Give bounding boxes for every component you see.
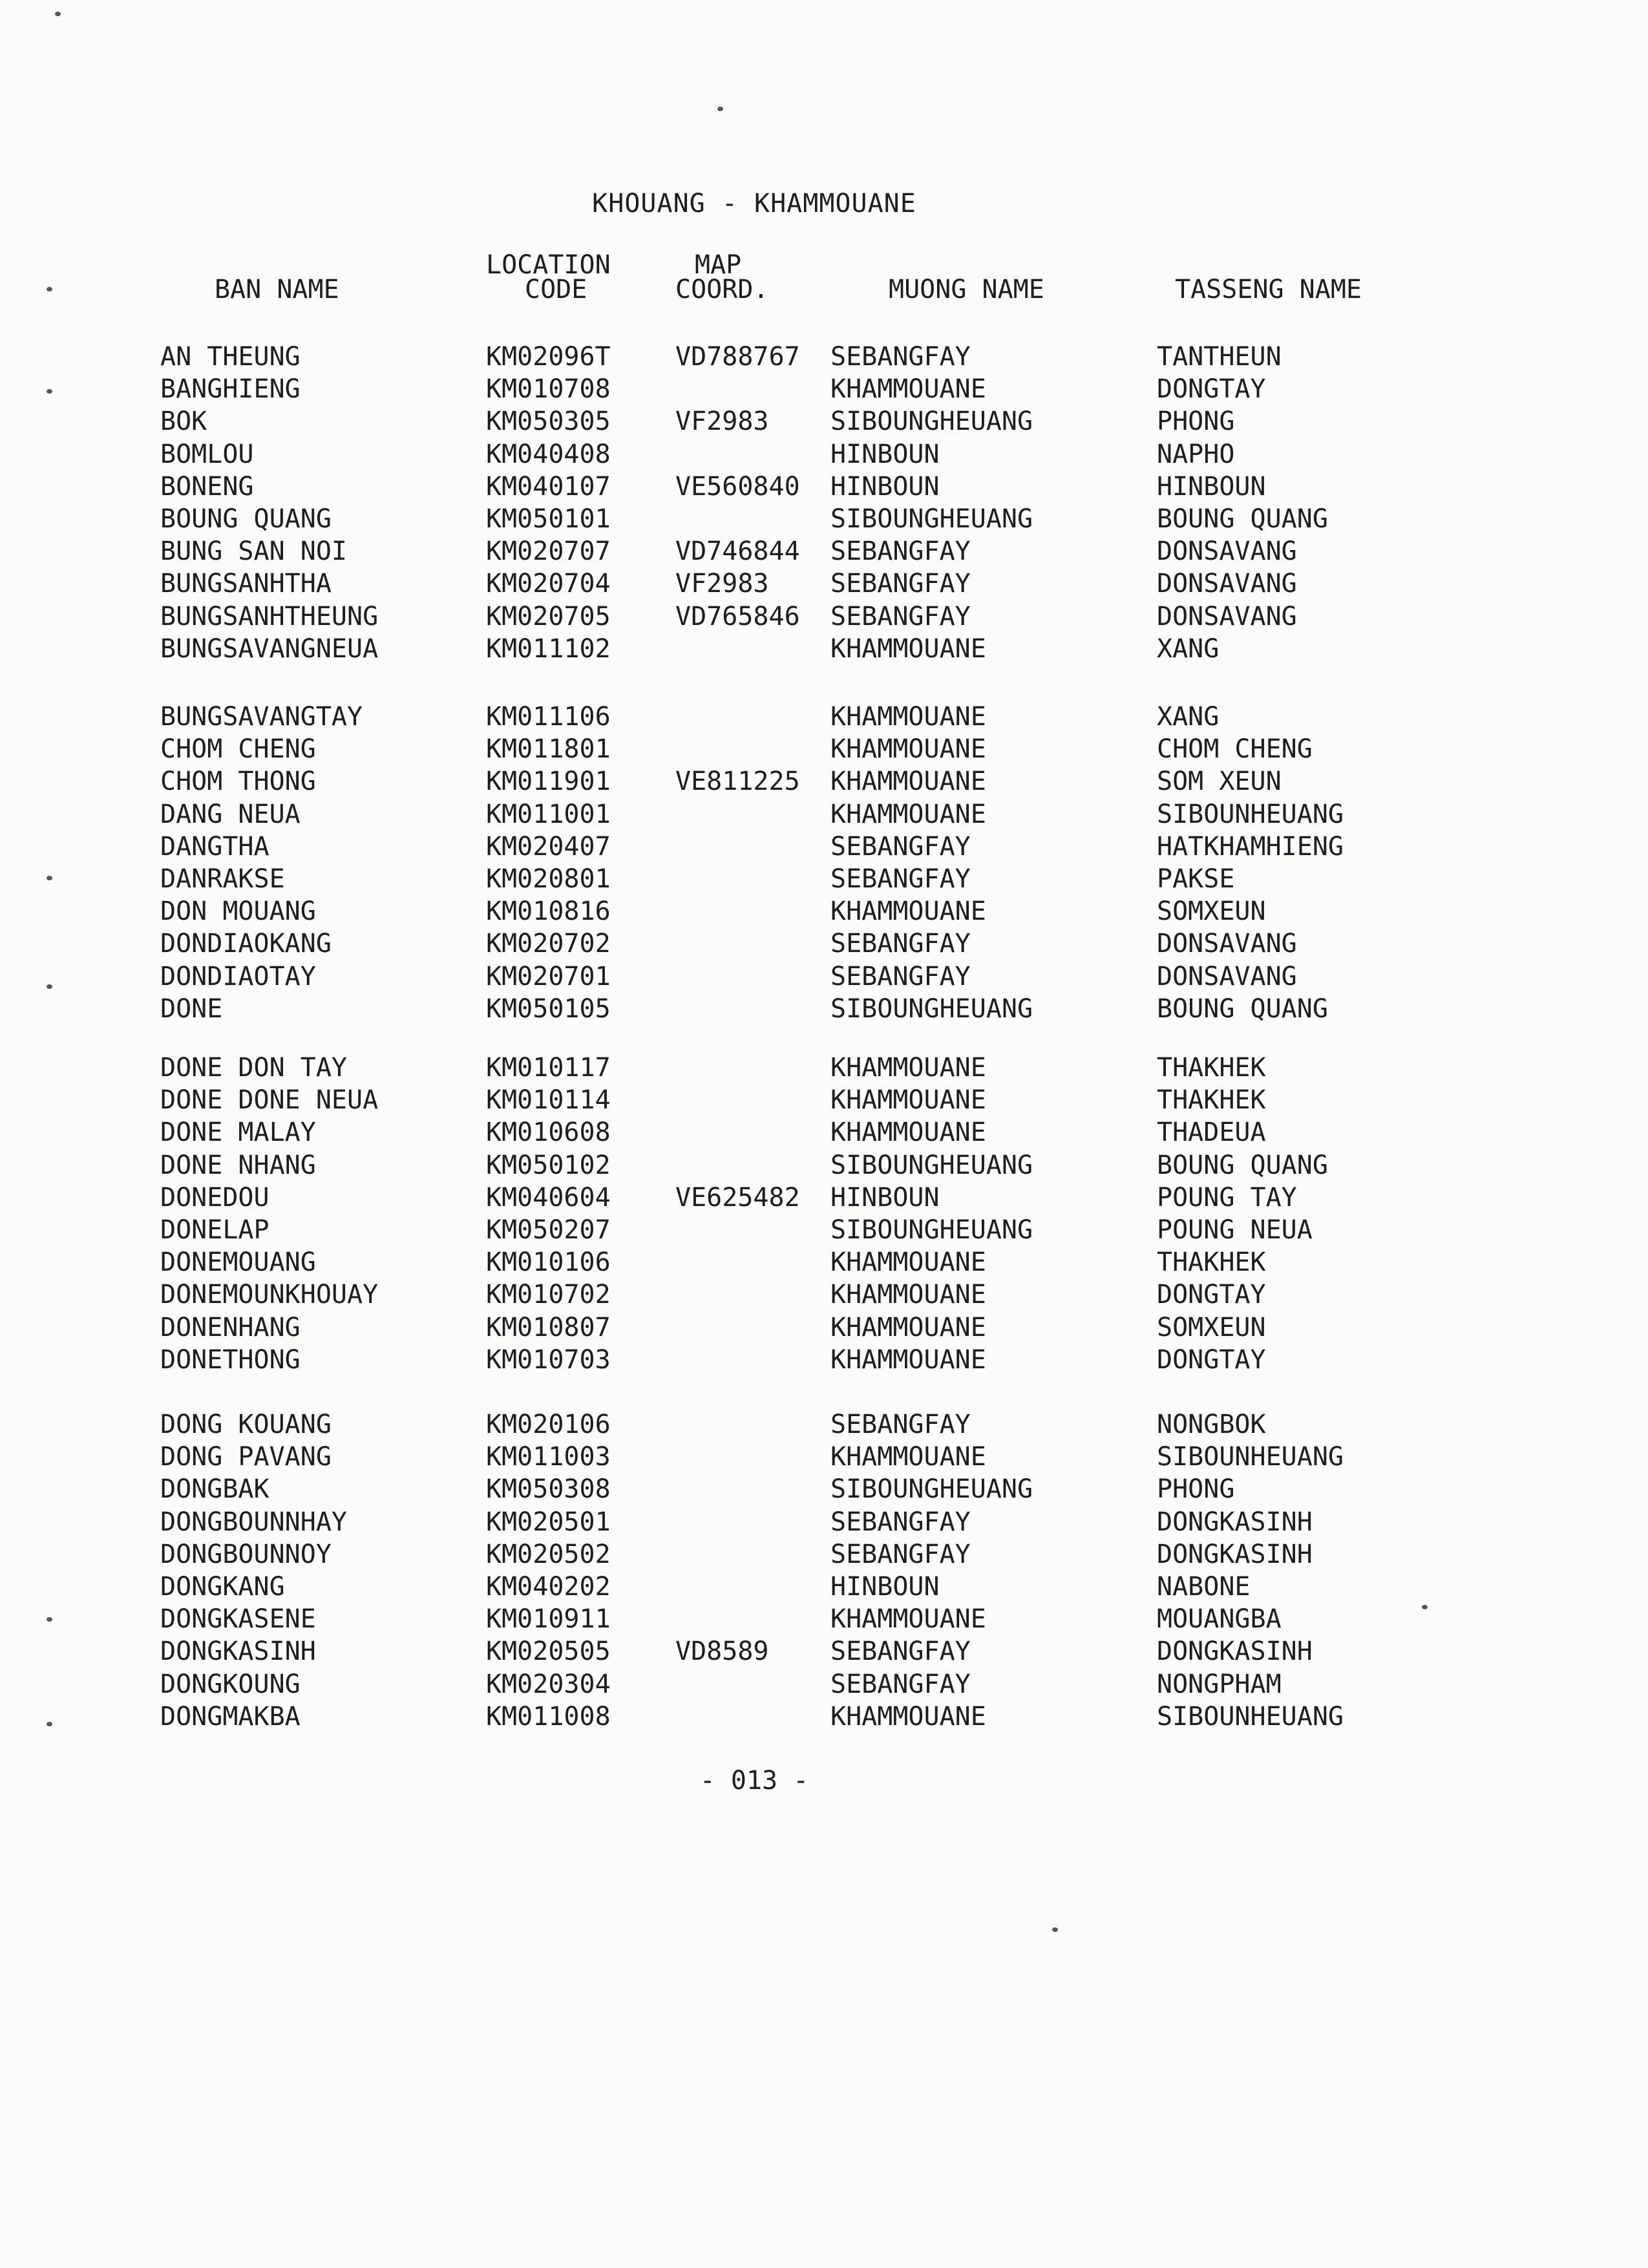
scan-speck [47,287,52,291]
tasseng-name: DONGTAY [1157,1280,1266,1310]
tasseng-name: TANTHEUN [1157,342,1282,372]
tasseng-name: NONGBOK [1157,1410,1266,1439]
table-row [0,471,1648,503]
page-title: KHOUANG - KHAMMOUANE [592,189,916,218]
location-code: KM020502 [486,1539,611,1569]
location-code: KM010708 [486,374,611,405]
location-code: KM010117 [486,1053,611,1083]
ban-name: DONGKANG [160,1571,285,1602]
table-row [0,1117,1648,1149]
row-group [0,1052,1648,1377]
muong-name: KHAMMOUANE [830,1344,986,1375]
tasseng-name: SIBOUNHEUANG [1157,799,1344,829]
scan-speck [1052,1927,1058,1932]
table-row [0,1312,1648,1344]
table-row [0,1085,1648,1117]
table-row [0,439,1648,471]
tasseng-name: DONSAVANG [1157,961,1297,991]
row-group [0,1409,1648,1733]
location-code: KM050305 [486,407,611,437]
location-code: KM020702 [486,929,611,959]
tasseng-name: DONSAVANG [1157,601,1297,631]
muong-name: KHAMMOUANE [830,1247,986,1278]
tasseng-name: DONGKASINH [1157,1637,1313,1667]
tasseng-name: THADEUA [1157,1118,1266,1148]
ban-name: DONEDOU [160,1182,269,1213]
tasseng-name: BOUNG QUANG [1157,1150,1328,1180]
table-row [0,536,1648,568]
table-row [0,1604,1648,1636]
muong-name: SIBOUNGHEUANG [830,407,1033,437]
tasseng-name: BOUNG QUANG [1157,503,1328,534]
muong-name: SIBOUNGHEUANG [830,503,1033,534]
muong-name: HINBOUN [830,1571,940,1602]
tasseng-name: PHONG [1157,407,1235,437]
table-row [0,993,1648,1026]
table-row [0,1441,1648,1474]
ban-name: DONEMOUANG [160,1247,316,1278]
location-code: KM040202 [486,1571,611,1602]
muong-name: KHAMMOUANE [830,1085,986,1116]
location-code: KM020705 [486,601,611,631]
muong-name: KHAMMOUANE [830,1442,986,1472]
muong-name: KHAMMOUANE [830,1701,986,1732]
tasseng-name: DONGKASINH [1157,1539,1313,1569]
ban-name: BONENG [160,471,254,502]
table-row [0,1247,1648,1279]
table-row [0,601,1648,633]
ban-name: BUNGSANHTHEUNG [160,601,379,631]
ban-name: DONDIAOTAY [160,961,316,991]
tasseng-name: NAPHO [1157,439,1235,469]
table-row [0,406,1648,438]
muong-name: KHAMMOUANE [830,799,986,829]
muong-name: SEBANGFAY [830,1637,971,1667]
ban-name: DONGBAK [160,1474,269,1505]
ban-name: BUNGSAVANGNEUA [160,633,379,664]
tasseng-name: THAKHEK [1157,1247,1266,1278]
muong-name: SEBANGFAY [830,342,971,372]
ban-name: AN THEUNG [160,342,301,372]
location-code: KM010703 [486,1344,611,1375]
muong-name: KHAMMOUANE [830,633,986,664]
location-code: KM020707 [486,536,611,567]
location-code: KM020106 [486,1410,611,1439]
location-code: KM010807 [486,1312,611,1342]
map-coord: VD788767 [675,342,800,372]
table-row [0,1539,1648,1571]
location-code: KM011001 [486,799,611,829]
table-row [0,1507,1648,1539]
row-group [0,341,1648,666]
table-row [0,928,1648,960]
table-row [0,1669,1648,1701]
ban-name: DONGBOUNNHAY [160,1507,347,1537]
location-code: KM050102 [486,1150,611,1180]
muong-name: KHAMMOUANE [830,1312,986,1342]
ban-name: DONETHONG [160,1344,301,1375]
ban-name: BOMLOU [160,439,254,469]
tasseng-name: DONSAVANG [1157,569,1297,599]
location-code: KM010911 [486,1604,611,1635]
table-row [0,1571,1648,1604]
tasseng-name: DONGKASINH [1157,1507,1313,1537]
location-code: KM050101 [486,503,611,534]
ban-name: DONE NHANG [160,1150,316,1180]
tasseng-name: SIBOUNHEUANG [1157,1442,1344,1472]
muong-name: KHAMMOUANE [830,896,986,927]
ban-name: DONE DONE NEUA [160,1085,379,1116]
header-map-line1: MAP [695,250,742,280]
tasseng-name: SOM XEUN [1157,767,1282,797]
ban-name: DANGTHA [160,831,269,862]
table-row [0,1636,1648,1668]
ban-name: BANGHIENG [160,374,301,405]
location-code: KM010106 [486,1247,611,1278]
tasseng-name: DONSAVANG [1157,536,1297,567]
ban-name: CHOM CHENG [160,734,316,765]
table-row [0,864,1648,896]
table-row [0,1701,1648,1733]
table-row [0,1052,1648,1085]
map-coord: VD765846 [675,601,800,631]
scan-speck [47,984,52,989]
ban-name: DONELAP [160,1214,269,1245]
tasseng-name: DONSAVANG [1157,929,1297,959]
muong-name: SIBOUNGHEUANG [830,1150,1033,1180]
tasseng-name: DONGTAY [1157,1344,1266,1375]
table-row [0,374,1648,406]
ban-name: BOK [160,407,207,437]
muong-name: KHAMMOUANE [830,1280,986,1310]
location-code: KM020701 [486,961,611,991]
ban-name: BOUNG QUANG [160,503,332,534]
header-location-line1: LOCATION [486,250,611,280]
table-row [0,701,1648,734]
map-coord: VE560840 [675,471,800,502]
location-code: KM020501 [486,1507,611,1537]
tasseng-name: PHONG [1157,1474,1235,1505]
table-row [0,1279,1648,1311]
muong-name: SIBOUNGHEUANG [830,1214,1033,1245]
location-code: KM011003 [486,1442,611,1472]
location-code: KM02096T [486,342,611,372]
muong-name: SEBANGFAY [830,831,971,862]
muong-name: SEBANGFAY [830,1539,971,1569]
location-code: KM010702 [486,1280,611,1310]
tasseng-name: SIBOUNHEUANG [1157,1701,1344,1732]
table-row [0,1474,1648,1506]
location-code: KM020801 [486,864,611,894]
muong-name: SEBANGFAY [830,1669,971,1699]
ban-name: DONGKOUNG [160,1669,301,1699]
location-code: KM011901 [486,767,611,797]
ban-name: DONGBOUNNOY [160,1539,332,1569]
muong-name: HINBOUN [830,471,940,502]
header-tasseng-name: TASSENG NAME [1175,275,1362,304]
ban-name: BUNGSANHTHA [160,569,332,599]
location-code: KM040604 [486,1182,611,1213]
tasseng-name: XANG [1157,702,1220,732]
map-coord: VE625482 [675,1182,800,1213]
location-code: KM011102 [486,633,611,664]
location-code: KM050207 [486,1214,611,1245]
ban-name: DONE DON TAY [160,1053,347,1083]
muong-name: SIBOUNGHEUANG [830,1474,1033,1505]
ban-name: DONG PAVANG [160,1442,332,1472]
scan-speck [47,1617,52,1622]
location-code: KM010608 [486,1118,611,1148]
location-code: KM050105 [486,993,611,1024]
location-code: KM020407 [486,831,611,862]
ban-name: DONEMOUNKHOUAY [160,1280,379,1310]
muong-name: SEBANGFAY [830,929,971,959]
muong-name: SIBOUNGHEUANG [830,993,1033,1024]
header-location-line2: CODE [525,275,587,304]
ban-name: DONG KOUANG [160,1410,332,1439]
ban-name: BUNGSAVANGTAY [160,702,363,732]
ban-name: DANRAKSE [160,864,285,894]
row-group [0,701,1648,1026]
location-code: KM050308 [486,1474,611,1505]
location-code: KM040107 [486,471,611,502]
tasseng-name: NABONE [1157,1571,1251,1602]
tasseng-name: BOUNG QUANG [1157,993,1328,1024]
table-row [0,341,1648,374]
tasseng-name: NONGPHAM [1157,1669,1282,1699]
table-row [0,896,1648,928]
tasseng-name: HATKHAMHIENG [1157,831,1344,862]
map-coord: VF2983 [675,407,769,437]
ban-name: DONE MALAY [160,1118,316,1148]
ban-name: CHOM THONG [160,767,316,797]
ban-name: DON MOUANG [160,896,316,927]
tasseng-name: PAKSE [1157,864,1235,894]
scan-speck [47,876,52,880]
location-code: KM020704 [486,569,611,599]
tasseng-name: MOUANGBA [1157,1604,1282,1635]
tasseng-name: CHOM CHENG [1157,734,1313,765]
location-code: KM011008 [486,1701,611,1732]
ban-name: DONGKASINH [160,1637,316,1667]
scan-speck [55,12,61,16]
muong-name: HINBOUN [830,439,940,469]
page-number: - 013 - [699,1766,809,1796]
table-row [0,1214,1648,1247]
table-row [0,1182,1648,1214]
ban-name: DONDIAOKANG [160,929,332,959]
tasseng-name: THAKHEK [1157,1053,1266,1083]
table-row [0,831,1648,864]
tasseng-name: XANG [1157,633,1220,664]
location-code: KM011801 [486,734,611,765]
muong-name: KHAMMOUANE [830,734,986,765]
tasseng-name: POUNG TAY [1157,1182,1297,1213]
muong-name: KHAMMOUANE [830,1118,986,1148]
ban-name: DONE [160,993,223,1024]
tasseng-name: DONGTAY [1157,374,1266,405]
tasseng-name: SOMXEUN [1157,1312,1266,1342]
table-row [0,961,1648,993]
tasseng-name: POUNG NEUA [1157,1214,1313,1245]
table-row [0,1409,1648,1441]
muong-name: KHAMMOUANE [830,374,986,405]
header-muong-name: MUONG NAME [889,275,1044,304]
muong-name: SEBANGFAY [830,864,971,894]
table-row [0,1150,1648,1182]
header-map-line2: COORD. [675,275,769,304]
tasseng-name: HINBOUN [1157,471,1266,502]
muong-name: HINBOUN [830,1182,940,1213]
scan-speck [47,1722,52,1726]
ban-name: BUNG SAN NOI [160,536,347,567]
ban-name: DONENHANG [160,1312,301,1342]
header-ban-name: BAN NAME [215,275,339,304]
tasseng-name: THAKHEK [1157,1085,1266,1116]
map-coord: VD746844 [675,536,800,567]
muong-name: SEBANGFAY [830,961,971,991]
muong-name: SEBANGFAY [830,569,971,599]
location-code: KM040408 [486,439,611,469]
location-code: KM020304 [486,1669,611,1699]
table-row [0,633,1648,666]
map-coord: VD8589 [675,1637,769,1667]
location-code: KM020505 [486,1637,611,1667]
muong-name: SEBANGFAY [830,1507,971,1537]
muong-name: KHAMMOUANE [830,702,986,732]
ban-name: DANG NEUA [160,799,301,829]
table-row [0,799,1648,831]
scan-speck [717,107,723,111]
scan-speck [1422,1605,1428,1609]
tasseng-name: SOMXEUN [1157,896,1266,927]
location-code: KM011106 [486,702,611,732]
table-row [0,766,1648,798]
table-row [0,503,1648,536]
muong-name: KHAMMOUANE [830,767,986,797]
map-coord: VE811225 [675,767,800,797]
muong-name: KHAMMOUANE [830,1604,986,1635]
location-code: KM010816 [486,896,611,927]
table-row [0,568,1648,600]
muong-name: SEBANGFAY [830,1410,971,1439]
scan-speck [47,389,52,394]
ban-name: DONGKASENE [160,1604,316,1635]
muong-name: KHAMMOUANE [830,1053,986,1083]
table-row [0,734,1648,766]
ban-name: DONGMAKBA [160,1701,301,1732]
muong-name: SEBANGFAY [830,601,971,631]
map-coord: VF2983 [675,569,769,599]
table-row [0,1344,1648,1377]
location-code: KM010114 [486,1085,611,1116]
muong-name: SEBANGFAY [830,536,971,567]
